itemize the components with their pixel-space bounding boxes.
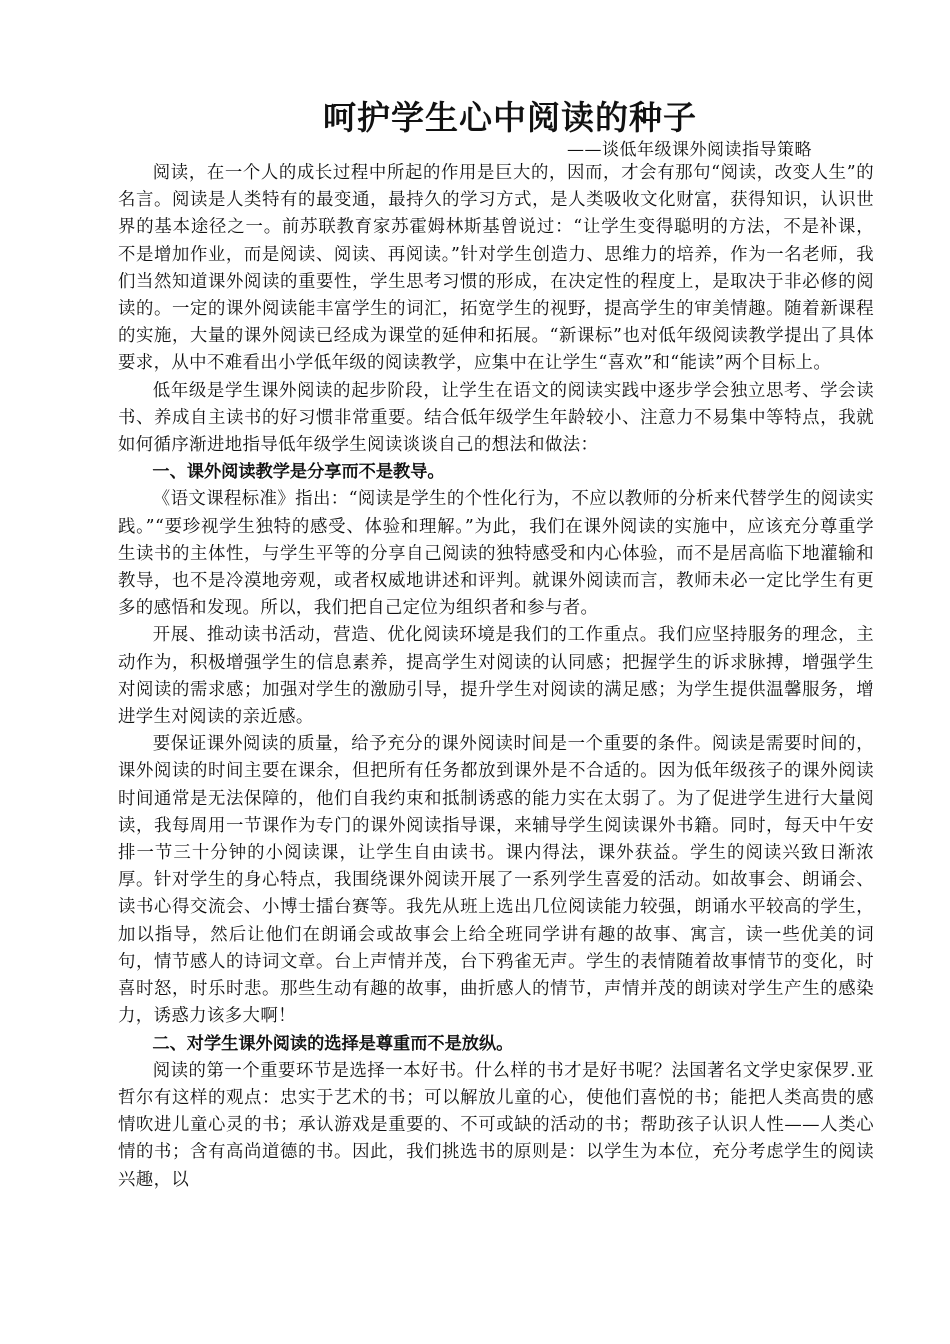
paragraph-book-selection: 阅读的第一个重要环节是选择一本好书。什么样的书才是好书呢？法国著名文学史家保罗.亚哲尔有这样的观点：忠实于艺术的书；可以解放儿童的心，使他们喜悦的书；能把人类高贵的感情吹进儿童心灵的书；承认游戏是重要的、不可或缺的活动的书；帮助孩子认识人性——人类心情的书；含有高尚道德的书。因此，我们挑选书的原则是：以学生为本位，充分考虑学生的阅读兴趣，以 (118, 1060, 874, 1190)
section-heading-1: 一、课外阅读教学是分享而不是教导。 (152, 462, 445, 483)
paragraph-reading-time: 要保证课外阅读的质量，给予充分的课外阅读时间是一个重要的条件。阅读是需要时间的，课外阅读的时间主要在课余，但把所有任务都放到课外是不合适的。因为低年级孩子的课外阅读时间通常是无法保障的，他们自我约束和抵制诱惑的能力实在太弱了。为了促进学生进行大量阅读，我每周用一节课作为专门的课外阅读指导课，来辅导学生阅读课外书籍。同时，每天中午安排一节三十分钟的小阅读课，让学生自由读书。课内得法，课外获益。学生的阅读兴致日渐浓厚。针对学生的身心特点，我围绕课外阅读开展了一系列学生喜爱的活动。如故事会、朗诵会、读书心得交流会、小博士擂台赛等。我先从班上选出几位阅读能力较强，朗诵水平较高的学生，加以指导，然后让他们在朗诵会或故事会上给全班同学讲有趣的故事、寓言，读一些优美的词句，情节感人的诗词文章。台上声情并茂，台下鸦雀无声。学生的表情随着故事情节的变化，时喜时怒，时乐时悲。那些生动有趣的故事，曲折感人的情节，声情并茂的朗读对学生产生的感染力，诱惑力该多大啊！ (118, 734, 874, 1027)
document-body (118, 96, 874, 1194)
paragraph-overview: 低年级是学生课外阅读的起步阶段，让学生在语文的阅读实践中逐步学会独立思考、学会读书、养成自主读书的好习惯非常重要。结合低年级学生年龄较小、注意力不易集中等特点，我就如何循序渐进地指导低年级学生阅读谈谈自己的想法和做法： (118, 380, 874, 456)
paragraph-curriculum-standard: 《语文课程标准》指出：“阅读是学生的个性化行为，不应以教师的分析来代替学生的阅读实践。”“要珍视学生独特的感受、体验和理解。”为此，我们在课外阅读的实施中，应该充分尊重学生读书的主体性，与学生平等的分享自己阅读的独特感受和内心体验，而不是居高临下地灌输和教导，也不是冷漠地旁观，或者权威地讲述和评判。就课外阅读而言，教师未必一定比学生有更多的感悟和发现。所以，我们把自己定位为组织者和参与者。 (118, 489, 874, 619)
paragraph-reading-activities: 开展、推动读书活动，营造、优化阅读环境是我们的工作重点。我们应坚持服务的理念，主动作为，积极增强学生的信息素养，提高学生对阅读的认同感；把握学生的诉求脉搏，增强学生对阅读的需求感；加强对学生的激励引导，提升学生对阅读的满足感；为学生提供温馨服务，增进学生对阅读的亲近感。 (118, 625, 874, 728)
document-subtitle: ——谈低年级课外阅读指导策略 (567, 140, 812, 160)
paragraph-intro: 阅读，在一个人的成长过程中所起的作用是巨大的，因而，才会有那句“阅读，改变人生”的名言。阅读是人类特有的最变通，最持久的学习方式，是人类吸收文化财富，获得知识，认识世界的基本途径之一。前苏联教育家苏霍姆林斯基曾说过：“让学生变得聪明的方法，不是补课，不是增加作业，而是阅读、阅读、再阅读。”针对学生创造力、思维力的培养，作为一名老师，我们当然知道课外阅读的重要性，学生思考习惯的形成，在决定性的程度上，是取决于非必修的阅读的。一定的课外阅读能丰富学生的词汇，拓宽学生的视野，提高学生的审美情趣。随着新课程的实施，大量的课外阅读已经成为课堂的延伸和拓展。“新课标”也对低年级阅读教学提出了具体要求，从中不难看出小学低年级的阅读教学，应集中在让学生“喜欢”和“能读”两个目标上。 (118, 163, 874, 374)
section-heading-2: 二、对学生课外阅读的选择是尊重而不是放纵。 (152, 1033, 514, 1054)
document-title: 呵护学生心中阅读的种子 (323, 98, 697, 137)
